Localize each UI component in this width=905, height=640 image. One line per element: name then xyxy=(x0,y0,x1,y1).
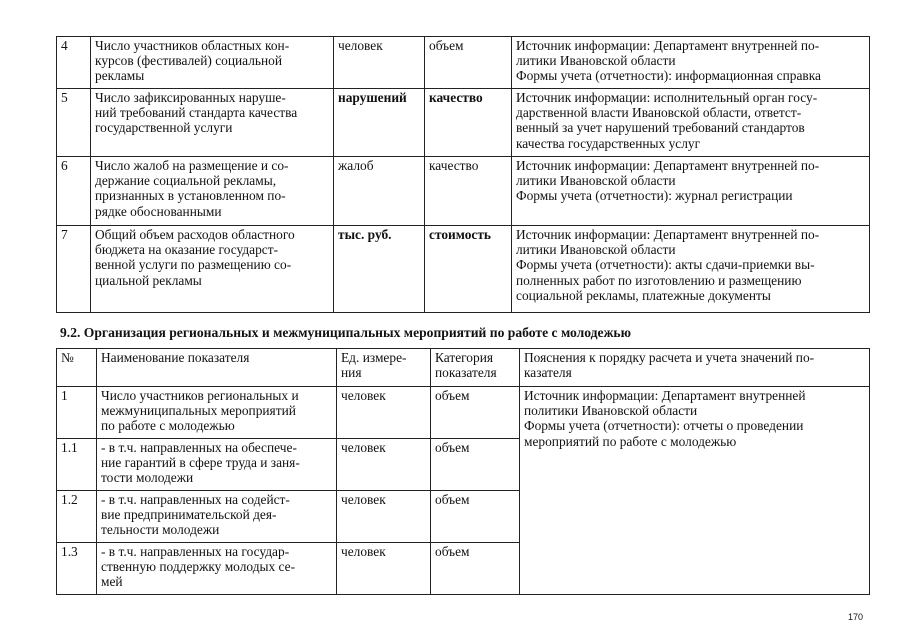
page-number: 170 xyxy=(848,612,864,622)
table-row xyxy=(57,226,870,313)
category-cell: качество xyxy=(425,157,512,226)
category-cell: объем xyxy=(431,491,520,543)
unit-cell: нарушений xyxy=(334,89,425,157)
indicator-name: Число участников областных кон- курсов (фестивалей) социальной рекламы xyxy=(91,37,334,89)
unit-cell: человек xyxy=(337,439,431,491)
table-row xyxy=(57,157,870,226)
unit-cell: человек xyxy=(337,387,431,439)
header-unit: Ед. измере- ния xyxy=(337,349,431,387)
row-number: 7 xyxy=(57,226,91,313)
indicators-table-1 xyxy=(56,36,870,313)
table-header-row xyxy=(57,349,870,387)
row-number: 1.2 xyxy=(57,491,97,543)
row-number: 1.1 xyxy=(57,439,97,491)
category-cell: стоимость xyxy=(425,226,512,313)
unit-cell: человек xyxy=(337,543,431,595)
indicator-name: - в т.ч. направленных на обеспече- ние гарантий в сфере труда и заня- тости молодежи xyxy=(97,439,337,491)
unit-cell: человек xyxy=(337,491,431,543)
indicators-table-2 xyxy=(56,348,870,595)
category-cell: объем xyxy=(425,37,512,89)
category-cell: объем xyxy=(431,543,520,595)
header-notes: Пояснения к порядку расчета и учета значений по- казателя xyxy=(520,349,870,387)
indicator-name: Общий объем расходов областного бюджета на оказание государст- венной услуги по размещению со- циальной рекламы xyxy=(91,226,334,313)
row-number: 1 xyxy=(57,387,97,439)
indicator-name: - в т.ч. направленных на содейст- вие предпринимательской дея- тельности молодежи xyxy=(97,491,337,543)
header-number: № xyxy=(57,349,97,387)
row-number: 6 xyxy=(57,157,91,226)
row-number: 1.3 xyxy=(57,543,97,595)
notes-cell: Источник информации: исполнительный орган госу- дарственной власти Ивановской области, ответст- венный за учет нарушений требований стандартов качества государственных услуг xyxy=(512,89,870,157)
category-cell: качество xyxy=(425,89,512,157)
row-number: 4 xyxy=(57,37,91,89)
table-row xyxy=(57,37,870,89)
table-row xyxy=(57,387,870,439)
unit-cell: человек xyxy=(334,37,425,89)
indicator-name: Число участников региональных и межмуниципальных мероприятий по работе с молодежью xyxy=(97,387,337,439)
notes-cell: Источник информации: Департамент внутренней по- литики Ивановской области Формы учета (отчетности): журнал регистрации xyxy=(512,157,870,226)
notes-cell: Источник информации: Департамент внутренней политики Ивановской области Формы учета (отчетности): отчеты о проведении мероприятий по работе с молодежью xyxy=(520,387,870,595)
header-category: Категория показателя xyxy=(431,349,520,387)
unit-cell: тыс. руб. xyxy=(334,226,425,313)
unit-cell: жалоб xyxy=(334,157,425,226)
indicator-name: Число зафиксированных наруше- ний требований стандарта качества государственной услуги xyxy=(91,89,334,157)
category-cell: объем xyxy=(431,439,520,491)
row-number: 5 xyxy=(57,89,91,157)
indicator-name: - в т.ч. направленных на государ- ственную поддержку молодых се- мей xyxy=(97,543,337,595)
indicator-name: Число жалоб на размещение и со- держание социальной рекламы, признанных в установленном по- рядке обоснованными xyxy=(91,157,334,226)
section-heading: 9.2. Организация региональных и межмуниципальных мероприятий по работе с молодежью xyxy=(60,325,632,340)
header-name: Наименование показателя xyxy=(97,349,337,387)
category-cell: объем xyxy=(431,387,520,439)
table-row xyxy=(57,89,870,157)
notes-cell: Источник информации: Департамент внутренней по- литики Ивановской области Формы учета (отчетности): акты сдачи-приемки вы- полненных работ по изготовлению и размещению социальной рекламы, платежные документы xyxy=(512,226,870,313)
notes-cell: Источник информации: Департамент внутренней по- литики Ивановской области Формы учета (отчетности): информационная справка xyxy=(512,37,870,89)
